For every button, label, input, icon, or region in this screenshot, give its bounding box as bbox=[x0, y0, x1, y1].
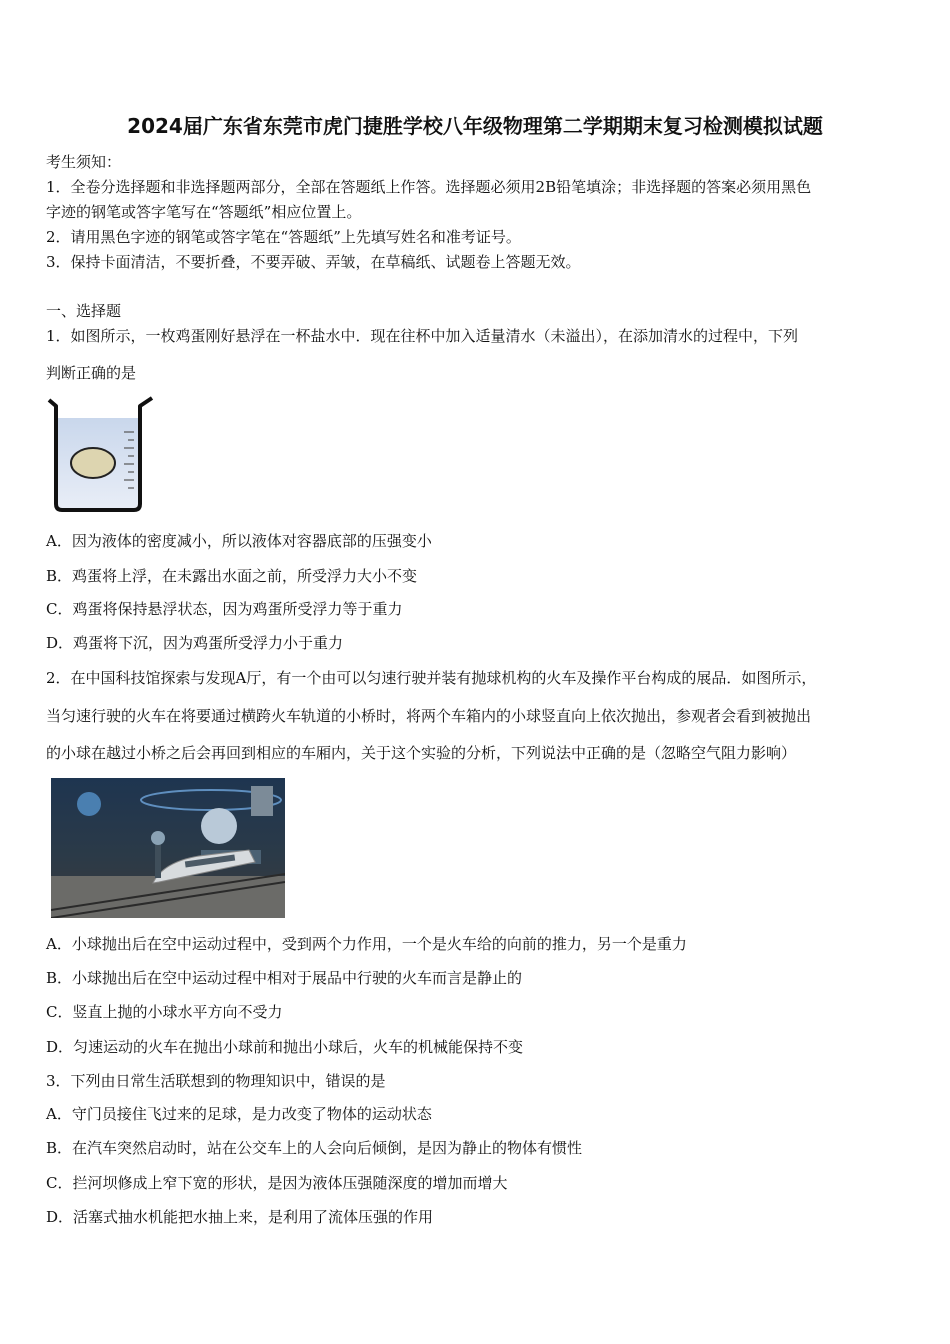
question-1-option-c[interactable]: C．鸡蛋将保持悬浮状态，因为鸡蛋所受浮力等于重力 bbox=[46, 600, 403, 618]
beaker-egg-figure bbox=[46, 396, 158, 514]
notice-heading: 考生须知： bbox=[46, 153, 122, 171]
question-1-option-b[interactable]: B．鸡蛋将上浮，在未露出水面之前，所受浮力大小不变 bbox=[46, 567, 418, 585]
section-heading: 一、选择题 bbox=[46, 302, 122, 320]
question-1-option-d[interactable]: D．鸡蛋将下沉，因为鸡蛋所受浮力小于重力 bbox=[46, 634, 344, 652]
question-3-option-a[interactable]: A．守门员接住飞过来的足球，是力改变了物体的运动状态 bbox=[46, 1105, 432, 1123]
question-3-option-c[interactable]: C．拦河坝修成上窄下宽的形状，是因为液体压强随深度的增加而增大 bbox=[46, 1174, 508, 1192]
question-2-stem: 的小球在越过小桥之后会再回到相应的车厢内，关于这个实验的分析，下列说法中正确的是（忽略空气阻力影响） bbox=[46, 744, 797, 762]
train-exhibit-photo bbox=[51, 778, 285, 918]
notice-item: 2．请用黑色字迹的钢笔或答字笔在“答题纸”上先填写姓名和准考证号。 bbox=[46, 228, 521, 246]
egg bbox=[71, 448, 115, 478]
notice-item: 1．全卷分选择题和非选择题两部分，全部在答题纸上作答。选择题必须用2B铅笔填涂；非选择题的答案必须用黑色 bbox=[46, 178, 812, 196]
question-2-option-b[interactable]: B．小球抛出后在空中运动过程中相对于展品中行驶的火车而言是静止的 bbox=[46, 969, 523, 987]
question-3-stem: 3．下列由日常生活联想到的物理知识中，错误的是 bbox=[46, 1072, 386, 1090]
notice-item: 字迹的钢笔或答字笔写在“答题纸”相应位置上。 bbox=[46, 203, 362, 221]
question-1-stem: 1．如图所示，一枚鸡蛋刚好悬浮在一杯盐水中．现在往杯中加入适量清水（未溢出），在添加清水的过程中，下列 bbox=[46, 327, 799, 345]
question-2-stem: 2．在中国科技馆探索与发现A厅，有一个由可以匀速行驶并装有抛球机构的火车及操作平台构成的展品．如图所示， bbox=[46, 669, 817, 687]
question-2-option-c[interactable]: C．竖直上抛的小球水平方向不受力 bbox=[46, 1003, 283, 1021]
question-1-stem: 判断正确的是 bbox=[46, 364, 137, 382]
question-3-option-d[interactable]: D．活塞式抽水机能把水抽上来，是利用了流体压强的作用 bbox=[46, 1208, 434, 1226]
question-2-option-d[interactable]: D．匀速运动的火车在抛出小球前和抛出小球后，火车的机械能保持不变 bbox=[46, 1038, 524, 1056]
exam-title: 2024届广东省东莞市虎门捷胜学校八年级物理第二学期期末复习检测模拟试题 bbox=[127, 114, 823, 138]
notice-item: 3．保持卡面清洁，不要折叠，不要弄破、弄皱，在草稿纸、试题卷上答题无效。 bbox=[46, 253, 581, 271]
question-2-stem: 当匀速行驶的火车在将要通过横跨火车轨道的小桥时，将两个车箱内的小球竖直向上依次抛出，参观者会看到被抛出 bbox=[46, 707, 812, 725]
question-3-option-b[interactable]: B．在汽车突然启动时，站在公交车上的人会向后倾倒，是因为静止的物体有惯性 bbox=[46, 1139, 583, 1157]
question-2-option-a[interactable]: A．小球抛出后在空中运动过程中，受到两个力作用，一个是火车给的向前的推力，另一个是重力 bbox=[46, 935, 687, 953]
question-1-option-a[interactable]: A．因为液体的密度减小，所以液体对容器底部的压强变小 bbox=[46, 532, 432, 550]
